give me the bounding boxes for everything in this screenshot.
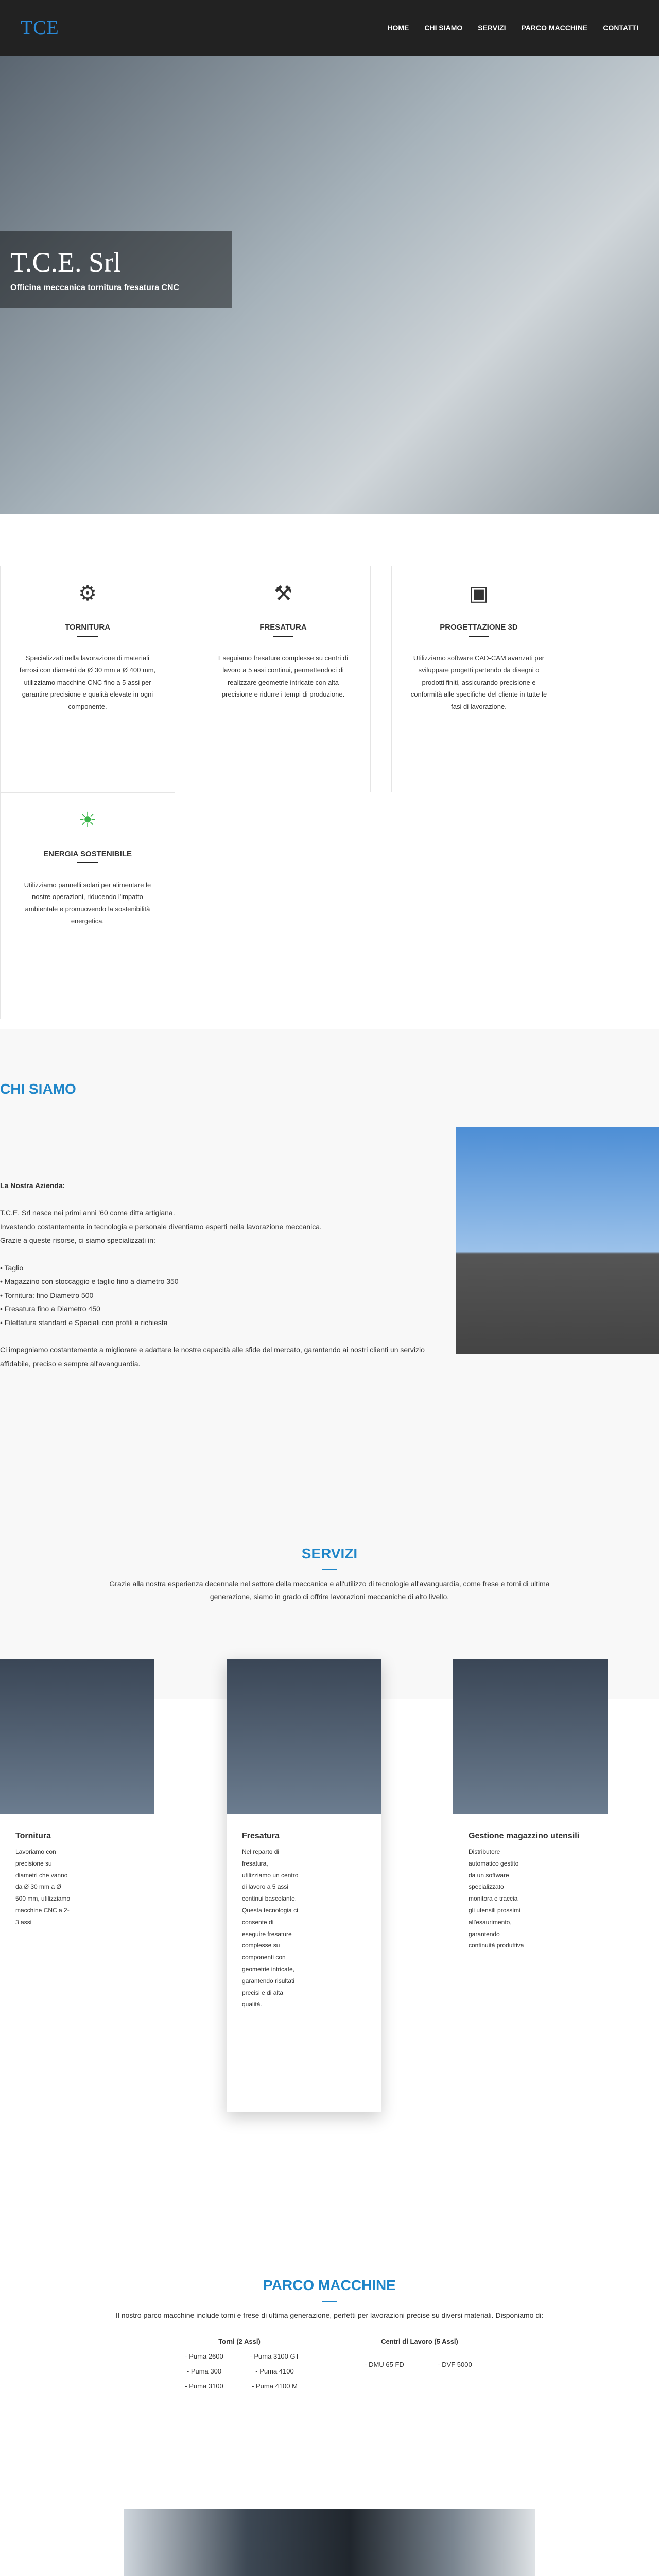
list-item: - Puma 3100 GT	[250, 2352, 300, 2361]
service-tornitura[interactable]	[0, 1659, 154, 1928]
list-item: • Filettatura standard e Speciali con profili a richiesta	[0, 1318, 168, 1327]
list-item: - DVF 5000	[438, 2361, 472, 2369]
nav-contatti[interactable]: CONTATTI	[603, 24, 638, 32]
list-item: - Puma 4100 M	[252, 2382, 298, 2391]
service-text: Nel reparto di fresatura, utilizziamo un centro di lavoro a 5 assi continui bascolante. Questa tecnologia ci consente di eseguire fresature complesse su componenti con geometrie intricate, garantendo risultati precisi e di alta qualità.	[242, 1848, 299, 2008]
nav-parco-macchine[interactable]: PARCO MACCHINE	[521, 24, 588, 32]
torni-list	[172, 2337, 306, 2390]
list-title: Torni (2 Assi)	[218, 2337, 261, 2346]
list-item: - Puma 300	[186, 2367, 222, 2376]
chi-heading: La Nostra Azienda:	[0, 1181, 65, 1190]
list-title: Centri di Lavoro (5 Assi)	[381, 2337, 458, 2346]
section-title: CHI SIAMO	[0, 1081, 76, 1097]
service-magazzino[interactable]	[453, 1659, 608, 1952]
parco-macchine-section	[0, 2277, 659, 2576]
centri-list	[353, 2337, 487, 2390]
card-title: TORNITURA	[64, 623, 111, 632]
service-fresatura[interactable]	[227, 1659, 381, 2112]
section-title: SERVIZI	[301, 1546, 358, 1562]
service-title: Fresatura	[242, 1832, 280, 1840]
building-photo	[456, 1127, 659, 1354]
service-text: Distributore automatico gestito da un software specializzato monitora e traccia gli utensili prossimi all'esaurimento, garantendo continuità produttiva	[469, 1848, 524, 1950]
servizi-intro: Grazie alla nostra esperienza decennale nel settore della meccanica e all'utilizzo di tecnologie all'avanguardia, come frese e torni di ultima generazione, siamo in grado di offrire lavorazioni meccaniche di alto livello.	[109, 1580, 550, 1601]
parco-intro: Il nostro parco macchine include torni e frese di ultima generazione, perfetti per lavorazioni precise su diversi materiali. Disponiamo di:	[115, 2311, 544, 2319]
list-item: - DMU 65 FD	[365, 2361, 404, 2369]
service-title: Gestione magazzino utensili	[469, 1832, 580, 1840]
nav-home[interactable]: HOME	[387, 24, 409, 32]
main-nav	[387, 24, 638, 32]
list-item: • Magazzino con stoccaggio e taglio fino a diametro 350	[0, 1277, 179, 1286]
service-text: Lavoriamo con precisione su diametri che vanno da Ø 30 mm a Ø 500 mm, utilizziamo macchine CNC a 2-3 assi	[15, 1848, 71, 1926]
card-title: ENERGIA SOSTENIBILE	[43, 850, 132, 858]
logo[interactable]: TCE	[21, 17, 59, 39]
service-title: Tornitura	[15, 1832, 51, 1840]
list-item: • Fresatura fino a Diametro 450	[0, 1304, 100, 1313]
hero-subtitle: Officina meccanica tornitura fresatura CNC	[10, 283, 180, 292]
hero-overlay	[0, 231, 232, 308]
feature-cards	[0, 514, 659, 1029]
card-text: Specializzati nella lavorazione di materiali ferrosi con diametri da Ø 30 mm a Ø 400 mm, utilizziamo macchine CNC fino a 5 assi per garantire precisione e qualità elevate in ogni componente.	[19, 654, 156, 710]
card-progettazione	[391, 566, 566, 792]
machine-lists	[0, 2337, 659, 2390]
hero-image	[0, 56, 659, 514]
card-title: FRESATURA	[259, 623, 307, 632]
chi-p2: Investendo costantemente in tecnologia e personale diventiamo esperti nella lavorazione meccanica.	[0, 1222, 322, 1231]
list-item: • Tornitura: fino Diametro 500	[0, 1291, 94, 1299]
list-item: - Puma 3100	[185, 2382, 223, 2391]
chi-p3: Grazie a queste risorse, ci siamo specializzati in:	[0, 1236, 155, 1245]
card-energia	[0, 792, 175, 1019]
site-header	[0, 0, 659, 56]
list-item: - Puma 2600	[185, 2352, 223, 2361]
solar-icon: ☀	[78, 809, 97, 832]
nav-servizi[interactable]: SERVIZI	[478, 24, 506, 32]
chi-siamo-text	[0, 1179, 443, 1370]
card-fresatura	[196, 566, 371, 792]
card-title: PROGETTAZIONE 3D	[440, 623, 518, 632]
card-text: Eseguiamo fresature complesse su centri di lavoro a 5 assi continui, permettendoci di realizzare geometrie intricate con alta precisione e ridurre i tempi di produzione.	[218, 654, 349, 699]
nav-chi-siamo[interactable]: CHI SIAMO	[424, 24, 463, 32]
card-text: Utilizziamo software CAD-CAM avanzati per sviluppare progetti partendo da disegni o prodotti finiti, assicurando precisione e conformità alle specifiche del cliente in tutte le fasi di lavorazione.	[410, 654, 547, 710]
lathe-icon: ⚙	[78, 582, 97, 605]
chi-p4: Ci impegniamo costantemente a migliorare e adattare le nostre capacità alle sfide del mercato, garantendo ai nostri clienti un servizio affidabile, preciso e sempre all'avanguardia.	[0, 1346, 425, 1368]
cad-icon: ▣	[469, 582, 489, 605]
card-text: Utilizziamo pannelli solari per alimentare le nostre operazioni, riducendo l'impatto ambientale e promuovendo la sostenibilità energetica.	[24, 881, 151, 925]
hero-title: T.C.E. Srl	[10, 247, 121, 278]
list-item: • Taglio	[0, 1263, 24, 1272]
machines-gallery[interactable]	[124, 2509, 535, 2576]
list-item: - Puma 4100	[255, 2367, 294, 2376]
mill-icon: ⚒	[274, 582, 292, 605]
card-tornitura	[0, 566, 175, 792]
section-title: PARCO MACCHINE	[263, 2277, 396, 2293]
servizi-section	[0, 1546, 659, 2210]
chi-p1: T.C.E. Srl nasce nei primi anni '60 come ditta artigiana.	[0, 1209, 175, 1217]
